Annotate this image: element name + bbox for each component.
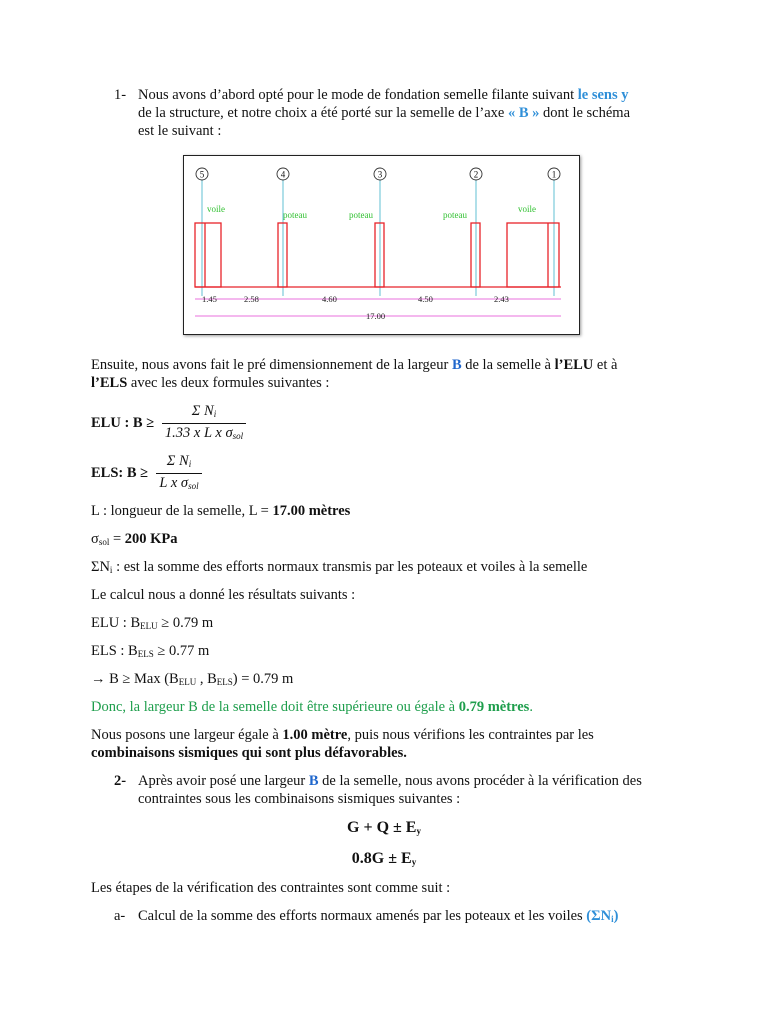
conclusion: [91, 698, 533, 716]
combination-1-sub: y: [416, 826, 421, 836]
schema-drawing: [184, 156, 579, 334]
dim-total: 17.00: [366, 311, 386, 321]
item1-highlight-axe-b: « B »: [508, 105, 540, 121]
result-elu-sub: ELU: [140, 621, 158, 631]
els-den-sub: sol: [188, 481, 199, 491]
elu-formula-numerator: [162, 402, 246, 423]
voile-right: [507, 223, 559, 287]
def-sigma-symbol: σ: [91, 531, 99, 547]
para1-text2: de la semelle à: [461, 357, 555, 373]
para1-text: Ensuite, nous avons fait le pré dimensionnement de la largeur: [91, 357, 452, 373]
axis-label-2: 2: [473, 169, 479, 180]
els-formula-denominator: [156, 473, 202, 495]
result-els: [91, 642, 209, 663]
combination-2: [0, 849, 768, 872]
elu-den-text: 1.33 x L x σ: [164, 425, 233, 441]
axis-label-4: 4: [280, 169, 286, 180]
elu-formula-fraction: [162, 402, 246, 445]
para1-elu: l’ELU: [554, 357, 594, 373]
els-num-text: Σ N: [166, 453, 189, 469]
els-formula-lhs: ELS: B ≥: [91, 465, 149, 481]
combination-1: [0, 818, 768, 841]
label-poteau-1: poteau: [283, 210, 307, 220]
label-voile-right: voile: [518, 204, 536, 214]
para1-text4: avec les deux formules suivantes :: [127, 375, 330, 391]
item1-text3: dont le schéma: [539, 105, 631, 121]
def-sum-symbol: ΣN: [91, 559, 110, 575]
item1-text2: de la structure, et notre choix a été porté sur la semelle de l’axe: [138, 105, 508, 121]
elu-num-text: Σ N: [191, 403, 214, 419]
itema-line: [138, 907, 618, 928]
def-sigma-value: 200 KPa: [124, 531, 178, 547]
result-elu-value: ≥ 0.79 m: [157, 615, 214, 631]
dim-5: 2.43: [494, 294, 509, 304]
def-sigma-eq: =: [109, 531, 125, 547]
result-elu-text: ELU : B: [91, 615, 141, 631]
voile-left: [195, 223, 221, 287]
dim-3: 4.60: [322, 294, 337, 304]
item2-text2: de la semelle, nous avons procéder à la vérification des: [318, 773, 642, 789]
def-length-value: 17.00 mètres: [272, 503, 351, 519]
itema-sum-text: (ΣN: [586, 908, 612, 924]
elu-num-sub: i: [213, 409, 217, 419]
item1-text: Nous avons d’abord opté pour le mode de fondation semelle filante suivant: [138, 87, 578, 103]
result-max: [91, 670, 293, 691]
para1-els: l’ELS: [91, 375, 128, 391]
elu-formula-denominator: [162, 423, 246, 445]
foundation-schema: [183, 155, 580, 335]
para1-line1: [91, 356, 617, 374]
conclusion-value: 0.79 mètres: [458, 699, 530, 715]
def-sum: [91, 558, 587, 579]
item1-line1: [138, 86, 628, 104]
axis-label-1: 1: [551, 169, 557, 180]
els-den-text: L x σ: [159, 475, 189, 491]
item2-line1: [138, 772, 642, 790]
item2-text: Après avoir posé une largeur: [138, 773, 309, 789]
axis-label-5: 5: [199, 169, 205, 180]
results-intro: Le calcul nous a donné les résultats suivants :: [91, 587, 356, 603]
item1-line2: [138, 104, 630, 122]
label-voile-left: voile: [207, 204, 225, 214]
def-length: [91, 502, 350, 520]
item1-highlight-sens-y: le sens y: [577, 87, 629, 103]
result-els-sub: ELS: [137, 649, 154, 659]
result-max-value: ) = 0.79 m: [232, 671, 294, 687]
def-sum-text: : est la somme des efforts normaux transmis par les poteaux et voiles à la semelle: [112, 559, 588, 575]
poteau-4: [278, 223, 287, 287]
conclusion-end: .: [529, 699, 533, 715]
poteau-2: [471, 223, 480, 287]
combination-2-text: 0.8G ± E: [351, 850, 412, 867]
label-poteau-3: poteau: [443, 210, 467, 220]
itema-sum-sub: i: [611, 914, 614, 924]
dim-2: 2.58: [244, 294, 259, 304]
els-num-sub: i: [188, 459, 192, 469]
result-max-sub2: ELS: [216, 677, 233, 687]
para1-line2: [91, 374, 329, 392]
result-elu: [91, 614, 213, 635]
list-number-2: 2-: [114, 773, 127, 789]
para2-value: 1.00 mètre: [282, 727, 348, 743]
result-els-value: ≥ 0.77 m: [153, 643, 210, 659]
elu-den-sub: sol: [232, 431, 244, 441]
para2-line1: [91, 726, 594, 744]
itema-sum-end: ): [613, 908, 619, 924]
combination-2-sub: y: [411, 857, 417, 867]
label-poteau-2: poteau: [349, 210, 373, 220]
poteau-3: [375, 223, 384, 287]
conclusion-text: Donc, la largeur B de la semelle doit être supérieure ou égale à: [91, 699, 459, 715]
list-number-1: 1-: [114, 87, 127, 103]
para2-text2: , puis nous vérifions les contraintes par les: [347, 727, 594, 743]
els-formula-numerator: [156, 452, 202, 473]
def-sigma: [91, 530, 178, 551]
itema-text: Calcul de la somme des efforts normaux amenés par les poteaux et les voiles: [138, 908, 587, 924]
els-formula-fraction: [156, 452, 202, 495]
item2-b: B: [308, 773, 319, 789]
dim-4: 4.50: [418, 294, 433, 304]
dim-1: 1.45: [202, 294, 217, 304]
result-max-text: → B ≥ Max (B: [91, 671, 179, 687]
combination-1-text: G + Q ± E: [347, 819, 417, 836]
def-sigma-sub: sol: [98, 537, 110, 547]
result-max-text2: , B: [196, 671, 217, 687]
axis-label-3: 3: [377, 169, 383, 180]
para1-text3: et à: [593, 357, 618, 373]
list-letter-a: a-: [114, 908, 126, 924]
result-max-sub1: ELU: [178, 677, 197, 687]
para1-b: B: [451, 357, 462, 373]
def-sum-sub: i: [109, 565, 113, 575]
item2-line2: contraintes sous les combinaisons sismiques suivantes :: [138, 791, 461, 807]
steps-intro: Les étapes de la vérification des contraintes sont comme suit :: [91, 880, 451, 896]
para2-line2: combinaisons sismiques qui sont plus défavorables.: [91, 745, 407, 761]
elu-formula-lhs: ELU : B ≥: [91, 415, 155, 431]
result-els-text: ELS : B: [91, 643, 138, 659]
itema-sum: [586, 908, 618, 924]
item1-line3: est le suivant :: [138, 123, 222, 139]
para2-text: Nous posons une largeur égale à: [91, 727, 283, 743]
def-length-text: L : longueur de la semelle, L =: [91, 503, 273, 519]
